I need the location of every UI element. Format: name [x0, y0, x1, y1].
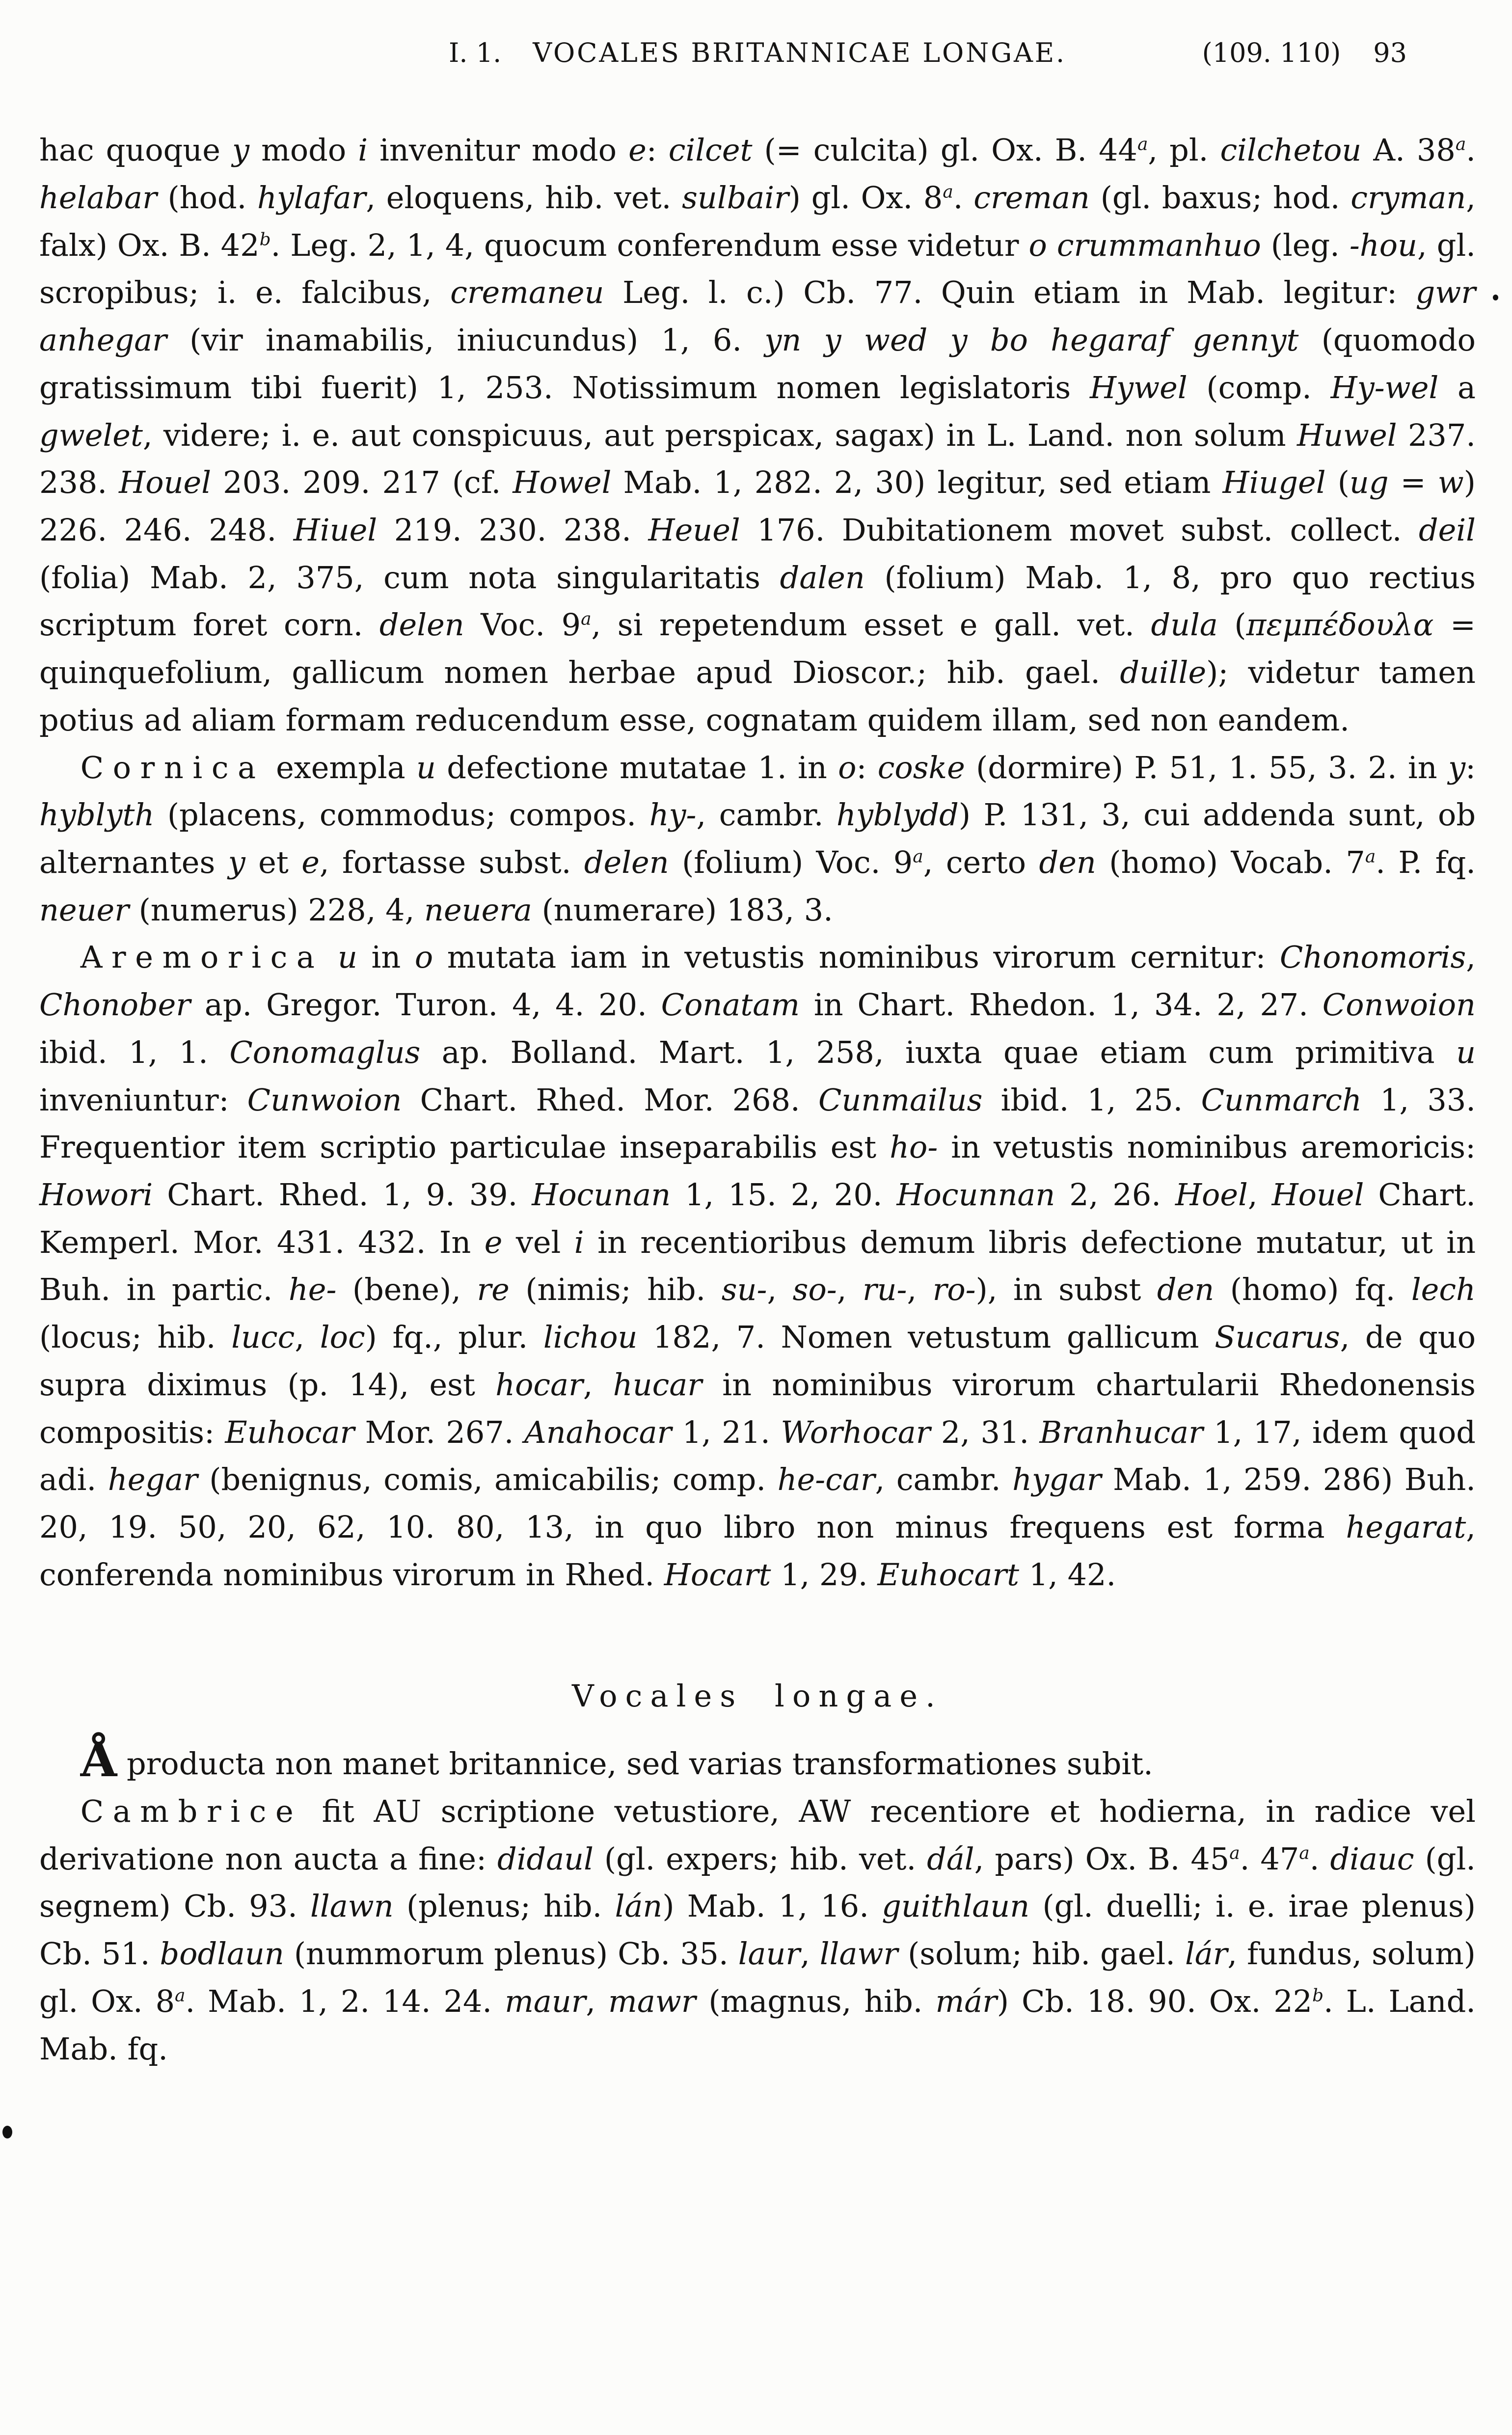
paragraph: Cambrice fit AU scriptione vetustiore, AW recentiore et hodierna, in radice vel derivatione non aucta a fine: didaul (gl. expers; hib. vet. dál, pars) Ox. B. 45$^a$. 47$^a$. diauc (gl. segnem) Cb. 93. llawn (plenus; hib. lán) Mab. 1, 16. guithlaun (gl. duelli; i. e. irae plenus) Cb. 51. bodlaun (nummorum plenus) Cb. 35. laur, llawr (solum; hib. gael. lár, fundus, solum) gl. Ox. 8$^a$. Mab. 1, 2. 14. 24. maur, mawr (magnus, hib. már) Cb. 18. 90. Ox. 22$^b$. L. Land. Mab. fq.	[39, 1793, 1476, 2067]
section-heading: Vocales longae.	[572, 1677, 943, 1714]
paragraph: Å producta non manet britannice, sed varias transformationes subit.	[80, 1732, 1153, 1788]
running-title	[449, 32, 1066, 74]
page-number-group	[1066, 32, 1476, 74]
page-number: 93	[1373, 37, 1407, 68]
chapter-number: I. 1.	[449, 37, 502, 68]
paragraph: hac quoque y modo i invenitur modo e: cilcet (= culcita) gl. Ox. B. 44$^a$, pl. cilchetou A. 38$^a$. helabar (hod. hylafar, eloquens, hib. vet. sulbair) gl. Ox. 8$^a$. creman (gl. baxus; hod. cryman, falx) Ox. B. 42$^b$. Leg. 2, 1, 4, quocum conferendum esse videtur o crummanhuo (leg. -hou, gl. scropibus; i. e. falcibus, cremaneu Leg. l. c.) Cb. 77. Quin etiam in Mab. legitur: gwr anhegar (vir inamabilis, iniucundus) 1, 6. yn y wed y bo hegaraf gennyt (quomodo gratissimum tibi fuerit) 1, 253. Notissimum nomen legislatoris Hywel (comp. Hy-wel a gwelet, videre; i. e. aut conspicuus, aut perspicax, sagax) in L. Land. non solum Huwel 237. 238. Houel 203. 209. 217 (cf. Howel Mab. 1, 282. 2, 30) legitur, sed etiam Hiugel (ug = w) 226. 246. 248. Hiuel 219. 230. 238. Heuel 176. Dubitationem movet subst. collect. deil (folia) Mab. 2, 375, cum nota singularitatis dalen (folium) Mab. 1, 8, pro quo rectius scriptum foret corn. delen Voc. 9$^a$, si repetendum esset e gall. vet. dula (πεμπέδουλα = quinquefolium, gallicum nomen herbae apud Dioscor.; hib. gael. duille); videtur tamen potius ad aliam formam reducendum esse, cognatam quidem illam, sed non eandem.	[39, 132, 1476, 738]
paragraph: Aremorica u in o mutata iam in vetustis nominibus virorum cernitur: Chonomoris, Chonober ap. Gregor. Turon. 4, 4. 20. Conatam in Chart. Rhedon. 1, 34. 2, 27. Conwoion ibid. 1, 1. Conomaglus ap. Bolland. Mart. 1, 258, iuxta quae etiam cum primitiva u inveniuntur: Cunwoion Chart. Rhed. Mor. 268. Cunmailus ibid. 1, 25. Cunmarch 1, 33. Frequentior item scriptio particulae inseparabilis est ho- in vetustis nominibus aremoricis: Howori Chart. Rhed. 1, 9. 39. Hocunan 1, 15. 2, 20. Hocunnan 2, 26. Hoel, Houel Chart. Kemperl. Mor. 431. 432. In e vel i in recentioribus demum libris defectione mutatur, ut in Buh. in partic. he- (bene), re (nimis; hib. su-, so-, ru-, ro-), in subst den (homo) fq. lech (locus; hib. lucc, loc) fq., plur. lichou 182, 7. Nomen vetustum gallicum Sucarus, de quo supra diximus (p. 14), est hocar, hucar in nominibus virorum chartularii Rhedonensis compositis: Euhocar Mor. 267. Anahocar 1, 21. Worhocar 2, 31. Branhucar 1, 17, idem quod adi. hegar (benignus, comis, amicabilis; comp. he-car, cambr. hygar Mab. 1, 259. 286) Buh. 20, 19. 50, 20, 62, 10. 80, 13, in quo libro non minus frequens est forma hegarat, conferenda nominibus virorum in Rhed. Hocart 1, 29. Euhocart 1, 42.	[39, 939, 1476, 1593]
folio-reference: (109. 110)	[1202, 37, 1341, 68]
running-title-text: VOCALES BRITANNICAE LONGAE.	[533, 37, 1066, 68]
page-header	[39, 32, 1476, 74]
ink-speck	[2, 2126, 12, 2138]
text-block	[39, 127, 1476, 2073]
paragraph: Cornica exempla u defectione mutatae 1. in o: coske (dormire) P. 51, 1. 55, 3. 2. in y: hyblyth (placens, commodus; compos. hy-, cambr. hyblydd) P. 131, 3, cui addenda sunt, ob alternantes y et e, fortasse subst. delen (folium) Voc. 9$^a$, certo den (homo) Vocab. 7$^a$. P. fq. neuer (numerus) 228, 4, neuera (numerare) 183, 3.	[39, 749, 1476, 928]
ink-speck	[1493, 295, 1498, 300]
